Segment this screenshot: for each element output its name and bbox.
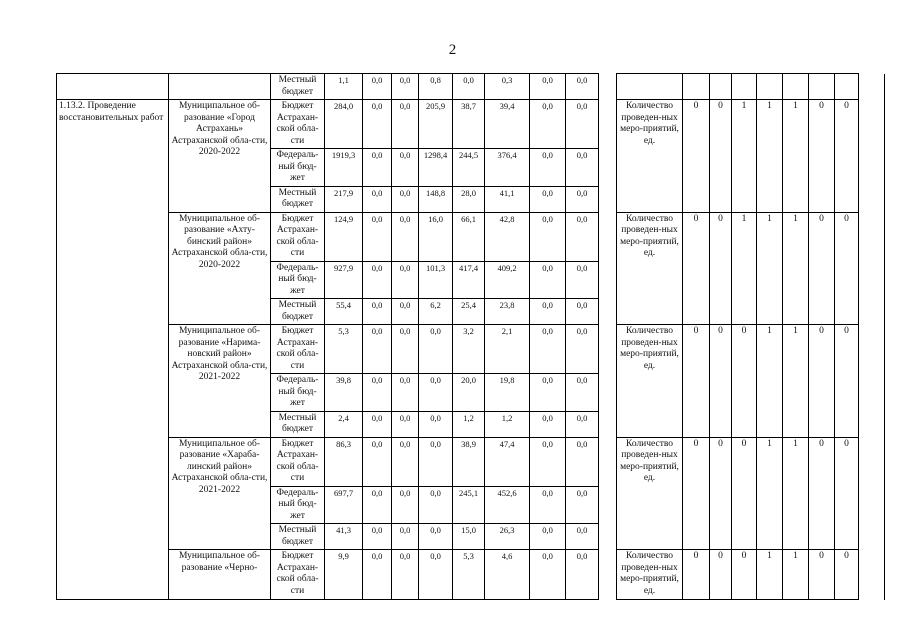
amount-value: 409,2 <box>485 261 530 299</box>
amount-value: 0,0 <box>453 74 485 100</box>
amount-value: 0,0 <box>566 74 599 100</box>
amount-value: 2,4 <box>325 411 363 437</box>
table-row <box>57 437 885 486</box>
amount-value: 26,3 <box>485 524 530 550</box>
indicator-value: 0 <box>835 437 859 550</box>
indicator-value: 0 <box>732 437 757 550</box>
indicator-value: 0 <box>683 437 710 550</box>
indicator-value: 1 <box>732 212 757 325</box>
measure-cell-empty <box>57 74 169 100</box>
amount-value: 23,8 <box>485 299 530 325</box>
column-gap <box>599 411 617 437</box>
amount-value: 0,0 <box>530 411 566 437</box>
amount-value: 0,0 <box>392 550 419 600</box>
column-gap <box>599 212 617 261</box>
amount-value: 0,0 <box>392 186 419 212</box>
column-gap <box>599 437 617 486</box>
indicator-value-empty <box>809 74 835 100</box>
amount-value: 9,9 <box>325 550 363 600</box>
indicator-value: 1 <box>783 212 809 325</box>
amount-value: 47,4 <box>485 437 530 486</box>
column-gap <box>859 524 885 550</box>
funding-source: Бюджет Астрахан-ской обла-сти <box>271 550 325 600</box>
column-gap <box>859 486 885 524</box>
page-number: 2 <box>448 42 457 58</box>
indicator-value: 0 <box>710 550 732 600</box>
amount-value: 0,0 <box>566 325 599 374</box>
amount-value: 217,9 <box>325 186 363 212</box>
amount-value: 86,3 <box>325 437 363 486</box>
indicator-value-empty <box>732 74 757 100</box>
amount-value: 0,0 <box>363 261 392 299</box>
indicator-value: 0 <box>732 325 757 438</box>
amount-value: 0,0 <box>363 550 392 600</box>
executor-name: Муниципальное об-разование «Нарима-новский район» Астраханской обла-сти, 2021-2022 <box>169 325 271 438</box>
indicator-value-empty <box>757 74 783 100</box>
amount-value: 38,9 <box>453 437 485 486</box>
amount-value: 1,2 <box>485 411 530 437</box>
amount-value: 0,0 <box>530 325 566 374</box>
indicator-value: 0 <box>809 550 835 600</box>
indicator-value-empty <box>683 74 710 100</box>
amount-value: 42,8 <box>485 212 530 261</box>
amount-value: 0,0 <box>566 524 599 550</box>
indicator-value: 1 <box>757 550 783 600</box>
amount-value: 55,4 <box>325 299 363 325</box>
funding-source: Федераль-ный бюд-жет <box>271 261 325 299</box>
amount-value: 66,1 <box>453 212 485 261</box>
amount-value: 0,0 <box>419 325 453 374</box>
column-gap <box>599 325 617 374</box>
indicator-value: 1 <box>732 100 757 213</box>
amount-value: 1919,3 <box>325 149 363 187</box>
amount-value: 0,3 <box>485 74 530 100</box>
indicator-value: 1 <box>757 325 783 438</box>
column-gap <box>599 149 617 187</box>
table-row <box>57 212 885 261</box>
indicator-cell-empty <box>617 74 683 100</box>
indicator-value: 0 <box>710 325 732 438</box>
indicator-value-empty <box>783 74 809 100</box>
amount-value: 0,0 <box>530 299 566 325</box>
amount-value: 0,0 <box>363 437 392 486</box>
amount-value: 927,9 <box>325 261 363 299</box>
indicator-value: 0 <box>683 100 710 213</box>
funding-source: Местный бюджет <box>271 524 325 550</box>
indicator-value-empty <box>710 74 732 100</box>
amount-value: 0,0 <box>363 186 392 212</box>
amount-value: 205,9 <box>419 100 453 149</box>
indicator-name: Количество проведен-ных меро-приятий, ед. <box>617 212 683 325</box>
indicator-value: 0 <box>710 100 732 213</box>
indicator-value: 0 <box>683 550 710 600</box>
amount-value: 4,6 <box>485 550 530 600</box>
indicator-value: 0 <box>710 212 732 325</box>
amount-value: 20,0 <box>453 374 485 412</box>
indicator-value: 0 <box>683 212 710 325</box>
amount-value: 0,0 <box>363 325 392 374</box>
amount-value: 0,0 <box>363 524 392 550</box>
indicator-name: Количество проведен-ных меро-приятий, ед. <box>617 100 683 213</box>
amount-value: 101,3 <box>419 261 453 299</box>
amount-value: 0,0 <box>392 74 419 100</box>
amount-value: 148,8 <box>419 186 453 212</box>
amount-value: 0,0 <box>419 486 453 524</box>
amount-value: 245,1 <box>453 486 485 524</box>
funding-source: Бюджет Астрахан-ской обла-сти <box>271 325 325 374</box>
indicator-value: 0 <box>835 212 859 325</box>
indicator-value: 1 <box>757 100 783 213</box>
amount-value: 0,0 <box>363 100 392 149</box>
amount-value: 41,1 <box>485 186 530 212</box>
amount-value: 28,0 <box>453 186 485 212</box>
amount-value: 0,0 <box>363 374 392 412</box>
column-gap <box>859 149 885 187</box>
indicator-value: 0 <box>732 550 757 600</box>
funding-source: Федераль-ный бюд-жет <box>271 486 325 524</box>
amount-value: 0,0 <box>530 186 566 212</box>
amount-value: 697,7 <box>325 486 363 524</box>
amount-value: 0,0 <box>392 411 419 437</box>
column-gap <box>859 212 885 261</box>
column-gap <box>859 299 885 325</box>
amount-value: 0,0 <box>566 437 599 486</box>
amount-value: 0,0 <box>566 212 599 261</box>
amount-value: 0,0 <box>392 299 419 325</box>
column-gap <box>599 100 617 149</box>
column-gap <box>859 325 885 374</box>
amount-value: 0,0 <box>363 486 392 524</box>
amount-value: 0,0 <box>392 486 419 524</box>
column-gap <box>599 374 617 412</box>
column-gap <box>859 437 885 486</box>
amount-value: 39,8 <box>325 374 363 412</box>
amount-value: 16,0 <box>419 212 453 261</box>
measure-name: 1.13.2. Проведение восстановительных работ <box>57 100 169 600</box>
executor-name: Муниципальное об-разование «Хараба-линский район» Астраханской обла-сти, 2021-2022 <box>169 437 271 550</box>
funding-source: Федераль-ный бюд-жет <box>271 149 325 187</box>
amount-value: 0,0 <box>530 486 566 524</box>
funding-source: Местный бюджет <box>271 299 325 325</box>
indicator-name: Количество проведен-ных меро-приятий, ед. <box>617 437 683 550</box>
column-gap <box>599 74 617 100</box>
column-gap <box>859 374 885 412</box>
amount-value: 1298,4 <box>419 149 453 187</box>
amount-value: 0,0 <box>566 299 599 325</box>
amount-value: 0,0 <box>530 374 566 412</box>
amount-value: 0,0 <box>363 74 392 100</box>
amount-value: 0,0 <box>363 299 392 325</box>
column-gap <box>859 74 885 100</box>
indicator-value: 0 <box>809 437 835 550</box>
amount-value: 39,4 <box>485 100 530 149</box>
amount-value: 0,0 <box>566 100 599 149</box>
amount-value: 0,0 <box>363 411 392 437</box>
amount-value: 0,0 <box>419 550 453 600</box>
amount-value: 0,0 <box>566 550 599 600</box>
amount-value: 0,0 <box>566 149 599 187</box>
amount-value: 0,0 <box>419 437 453 486</box>
amount-value: 0,0 <box>566 186 599 212</box>
amount-value: 0,0 <box>392 261 419 299</box>
column-gap <box>599 186 617 212</box>
amount-value: 0,8 <box>419 74 453 100</box>
amount-value: 0,0 <box>530 524 566 550</box>
amount-value: 38,7 <box>453 100 485 149</box>
amount-value: 0,0 <box>392 100 419 149</box>
funding-source: Бюджет Астрахан-ской обла-сти <box>271 212 325 261</box>
amount-value: 0,0 <box>566 411 599 437</box>
amount-value: 284,0 <box>325 100 363 149</box>
column-gap <box>859 550 885 600</box>
column-gap <box>859 186 885 212</box>
amount-value: 0,0 <box>530 100 566 149</box>
table-row <box>57 74 885 100</box>
amount-value: 0,0 <box>363 212 392 261</box>
budget-table <box>56 73 885 600</box>
indicator-name: Количество проведен-ных меро-приятий, ед. <box>617 325 683 438</box>
amount-value: 0,0 <box>566 374 599 412</box>
amount-value: 0,0 <box>530 437 566 486</box>
amount-value: 19,8 <box>485 374 530 412</box>
indicator-value: 1 <box>757 212 783 325</box>
indicator-value: 0 <box>835 100 859 213</box>
funding-source: Федераль-ный бюд-жет <box>271 374 325 412</box>
indicator-value: 0 <box>683 325 710 438</box>
amount-value: 3,2 <box>453 325 485 374</box>
column-gap <box>859 411 885 437</box>
amount-value: 0,0 <box>392 374 419 412</box>
amount-value: 0,0 <box>530 550 566 600</box>
amount-value: 0,0 <box>530 261 566 299</box>
amount-value: 0,0 <box>566 486 599 524</box>
amount-value: 417,4 <box>453 261 485 299</box>
amount-value: 0,0 <box>392 325 419 374</box>
table-row <box>57 325 885 374</box>
amount-value: 0,0 <box>419 524 453 550</box>
funding-source: Местный бюджет <box>271 411 325 437</box>
indicator-value: 0 <box>710 437 732 550</box>
amount-value: 25,4 <box>453 299 485 325</box>
executor-cell-empty <box>169 74 271 100</box>
amount-value: 1,2 <box>453 411 485 437</box>
funding-source: Местный бюджет <box>271 186 325 212</box>
executor-name: Муниципальное об-разование «Город Астрахань» Астраханской обла-сти, 2020-2022 <box>169 100 271 213</box>
indicator-value: 1 <box>783 325 809 438</box>
column-gap <box>599 261 617 299</box>
column-gap <box>599 524 617 550</box>
table-row <box>57 550 885 600</box>
indicator-value: 0 <box>809 325 835 438</box>
amount-value: 0,0 <box>392 437 419 486</box>
indicator-value: 1 <box>783 437 809 550</box>
amount-value: 0,0 <box>566 261 599 299</box>
amount-value: 244,5 <box>453 149 485 187</box>
amount-value: 15,0 <box>453 524 485 550</box>
indicator-value: 0 <box>809 212 835 325</box>
amount-value: 5,3 <box>325 325 363 374</box>
column-gap <box>599 550 617 600</box>
amount-value: 0,0 <box>530 74 566 100</box>
amount-value: 0,0 <box>392 212 419 261</box>
executor-name: Муниципальное об-разование «Ахту-бинский район» Астраханской обла-сти, 2020-2022 <box>169 212 271 325</box>
amount-value: 0,0 <box>530 149 566 187</box>
executor-name: Муниципальное об-разование «Черно- <box>169 550 271 600</box>
indicator-value: 0 <box>835 550 859 600</box>
indicator-value: 1 <box>757 437 783 550</box>
funding-source: Местный бюджет <box>271 74 325 100</box>
amount-value: 6,2 <box>419 299 453 325</box>
amount-value: 0,0 <box>530 212 566 261</box>
amount-value: 0,0 <box>392 149 419 187</box>
amount-value: 41,3 <box>325 524 363 550</box>
amount-value: 0,0 <box>419 411 453 437</box>
amount-value: 1,1 <box>325 74 363 100</box>
amount-value: 0,0 <box>392 524 419 550</box>
amount-value: 124,9 <box>325 212 363 261</box>
funding-source: Бюджет Астрахан-ской обла-сти <box>271 437 325 486</box>
amount-value: 452,6 <box>485 486 530 524</box>
indicator-value: 0 <box>835 325 859 438</box>
column-gap <box>599 299 617 325</box>
indicator-value-empty <box>835 74 859 100</box>
column-gap <box>859 100 885 149</box>
indicator-name: Количество проведен-ных меро-приятий, ед. <box>617 550 683 600</box>
funding-source: Бюджет Астрахан-ской обла-сти <box>271 100 325 149</box>
indicator-value: 1 <box>783 550 809 600</box>
column-gap <box>599 486 617 524</box>
amount-value: 5,3 <box>453 550 485 600</box>
column-gap <box>859 261 885 299</box>
indicator-value: 1 <box>783 100 809 213</box>
amount-value: 0,0 <box>419 374 453 412</box>
table-row <box>57 100 885 149</box>
amount-value: 0,0 <box>363 149 392 187</box>
amount-value: 376,4 <box>485 149 530 187</box>
indicator-value: 0 <box>809 100 835 213</box>
amount-value: 2,1 <box>485 325 530 374</box>
